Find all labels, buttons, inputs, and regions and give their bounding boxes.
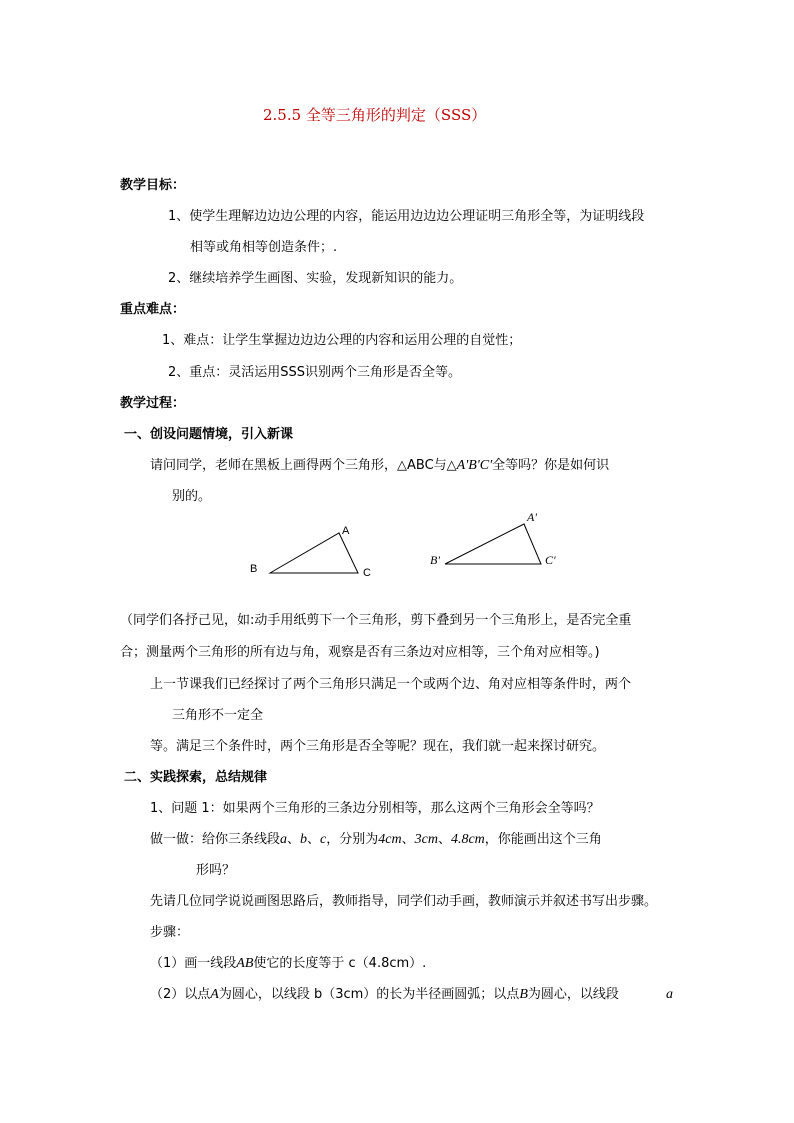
segment-ab: AB (236, 956, 254, 971)
try-it-end: ，你能画出这个三角 (484, 832, 602, 847)
step-2-segment-a: a (666, 987, 673, 1002)
segment-c: c (320, 832, 327, 847)
segment-a: a (280, 832, 288, 847)
step-1-end: 使它的长度等于 c（4.8cm）. (253, 956, 427, 971)
section-2-heading: 二、实践探索，总结规律 (124, 770, 268, 785)
length-b: 3cm (414, 832, 438, 847)
triangle-abc-prime (445, 524, 541, 564)
section-1-para-2-end: 等。满足三个条件时，两个三角形是否全等呢？现在，我们就一起来探讨研究。 (150, 739, 606, 754)
triangle-abc-prime-figure (420, 505, 580, 575)
segment-b: b (300, 832, 308, 847)
triangle-prime-label: A'B'C' (456, 458, 493, 473)
point-a: A (210, 987, 219, 1002)
step-1 (150, 956, 426, 972)
section-1-para-1-cont: 合；测量两个三角形的所有边与角，观察是否有三条边对应相等，三个角对应相等。) (120, 645, 600, 660)
keypoints-heading: 重点难点： (120, 302, 186, 317)
triangle-abc (270, 533, 358, 573)
instruction-text: 先请几位同学说说画图思路后，教师指导，同学们动手画，教师演示并叙述书写出步骤。 (150, 894, 658, 909)
step-2-start: （2）以点 (150, 987, 211, 1002)
separator-3: 、 (401, 832, 415, 847)
vertex-label-a: A (342, 525, 350, 537)
point-b: B (519, 987, 528, 1002)
try-it (150, 832, 602, 848)
goals-item-2: 2、继续培养学生画图、实验，发现新知识的能力。 (168, 271, 463, 286)
goals-item-1-cont: 相等或角相等创造条件；. (190, 240, 338, 255)
vertex-label-a-prime: A' (527, 510, 537, 524)
keypoints-item-2: 2、重点：灵活运用SSS识别两个三角形是否全等。 (168, 365, 462, 380)
step-1-start: （1）画一线段 (150, 956, 237, 971)
try-it-cont: 形吗？ (196, 863, 236, 878)
question-1: 1、问题 1：如果两个三角形的三条边分别相等，那么这两个三角形会全等吗？ (150, 801, 600, 816)
step-2-middle-1: 为圆心，以线段 b（3cm）的长为半径画圆弧；以点 (218, 987, 520, 1002)
section-1-para-2: 上一节课我们已经探讨了两个三角形只满足一个或两个边、角对应相等条件时，两个 (150, 677, 632, 692)
page-title: 2.5.5 全等三角形的判定（SSS） (263, 106, 487, 124)
vertex-label-b: B (250, 563, 258, 575)
step-2-middle-2: 为圆心，以线段 (527, 987, 619, 1002)
vertex-label-c: C (363, 567, 371, 579)
keypoints-item-1: 1、难点：让学生掌握边边边公理的内容和运用公理的自觉性； (162, 333, 522, 348)
section-1-para-2-cont: 三角形不一定全 (172, 708, 264, 723)
goals-item-1: 1、使学生理解边边边公理的内容，能运用边边边公理证明三角形全等，为证明线段 (168, 209, 645, 224)
separator-4: 、 (437, 832, 451, 847)
separator-1: 、 (287, 832, 301, 847)
goals-heading: 教学目标： (120, 178, 186, 193)
length-c: 4.8cm (450, 832, 485, 847)
try-it-start: 做一做：给你三条线段 (150, 832, 281, 847)
process-heading: 教学过程： (120, 396, 186, 411)
section-1-heading: 一、创设问题情境，引入新课 (124, 427, 294, 442)
vertex-label-b-prime: B' (430, 553, 440, 567)
vertex-label-c-prime: C' (545, 553, 556, 567)
try-it-comma: ，分别为 (326, 832, 379, 847)
section-1-question-cont: 别的。 (172, 489, 212, 504)
section-1-para-1: （同学们各抒己见，如:动手用纸剪下一个三角形，剪下叠到另一个三角形上，是否完全重 (120, 613, 632, 628)
steps-label: 步骤： (150, 925, 190, 940)
triangle-abc-figure (240, 515, 390, 585)
question-text-end: 全等吗？你是如何识 (492, 458, 610, 473)
step-2 (150, 987, 619, 1003)
question-text-start: 请问同学，老师在黑板上画得两个三角形，△ABC与△ (150, 458, 457, 473)
length-a: 4cm (378, 832, 402, 847)
section-1-question (150, 458, 609, 474)
separator-2: 、 (307, 832, 321, 847)
